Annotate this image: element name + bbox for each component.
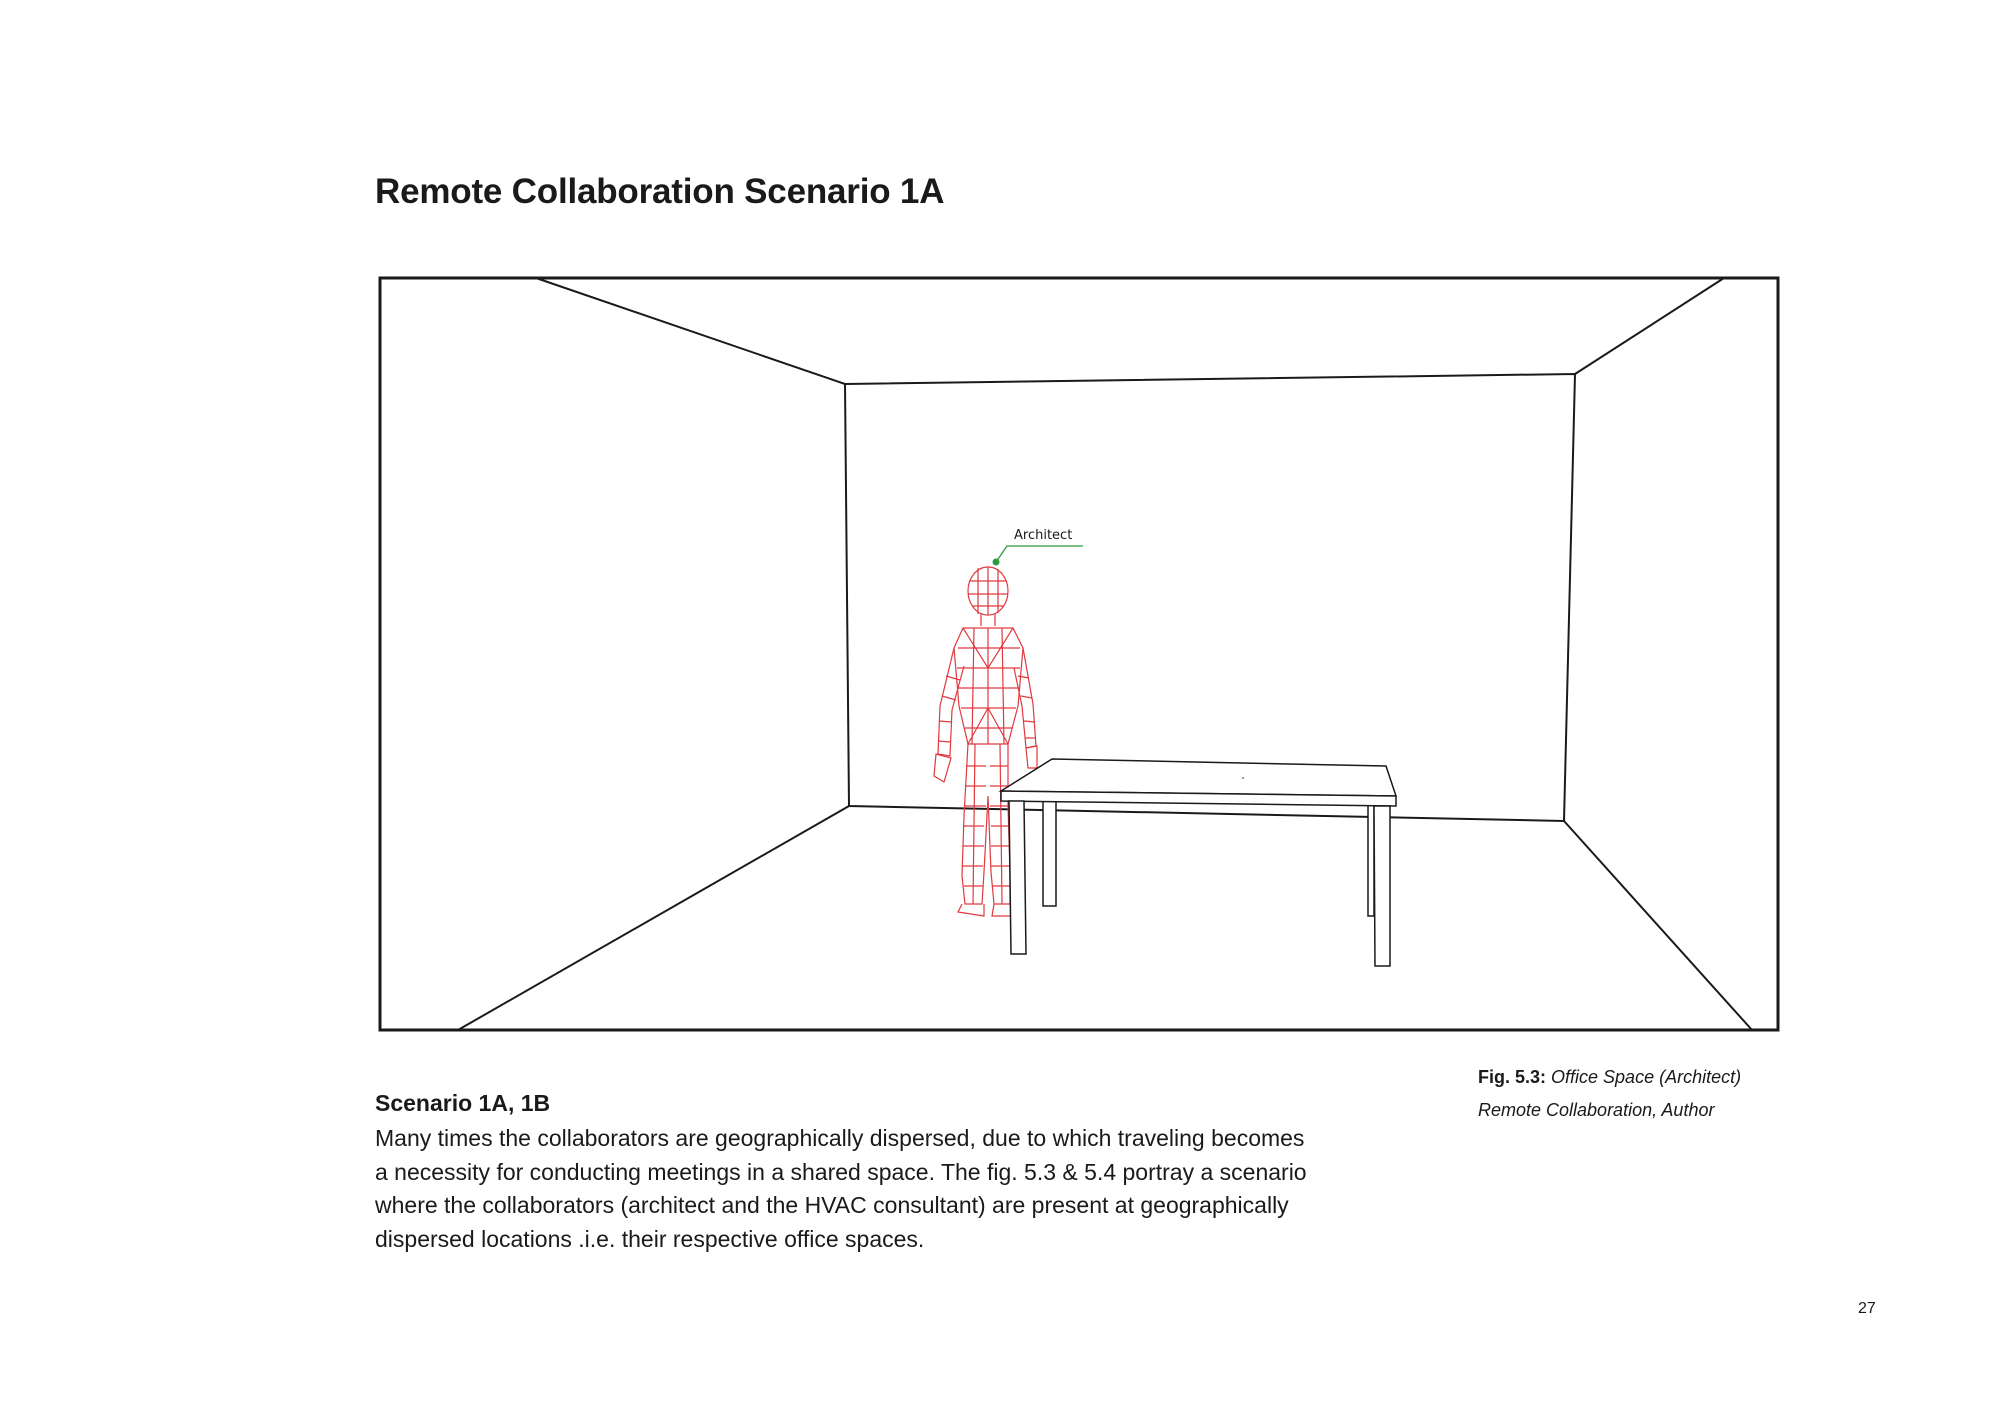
body-paragraph: Many times the collaborators are geographically dispersed, due to which traveling becomes a necessity for conducting meetings in a shared space. The fig. 5.3 & 5.4 portray a scenario where the collaborators (architect and the HVAC consultant) are present at geographically dispersed locations .i.e. their respective office spaces. bbox=[375, 1125, 1307, 1252]
back-wall bbox=[845, 374, 1575, 821]
page-title: Remote Collaboration Scenario 1A bbox=[375, 172, 945, 211]
caption-text: Office Space (Architect) Remote Collaboration, Author bbox=[1478, 1067, 1742, 1120]
figure-caption bbox=[1478, 1061, 1808, 1127]
floor-edge-left bbox=[458, 806, 849, 1030]
room-illustration bbox=[378, 276, 1780, 1032]
section-heading: Scenario 1A, 1B bbox=[375, 1090, 551, 1116]
ceiling-edge-left bbox=[536, 278, 845, 384]
table-icon bbox=[1001, 759, 1396, 966]
floor-edge-right bbox=[1564, 821, 1752, 1030]
caption-label: Fig. 5.3: bbox=[1478, 1067, 1547, 1087]
architect-tag-label: Architect bbox=[1014, 528, 1073, 543]
office-space-figure bbox=[378, 276, 1780, 1032]
page-number: 27 bbox=[1858, 1300, 1876, 1317]
architect-tag bbox=[993, 528, 1084, 566]
ceiling-edge-right bbox=[1575, 278, 1724, 374]
